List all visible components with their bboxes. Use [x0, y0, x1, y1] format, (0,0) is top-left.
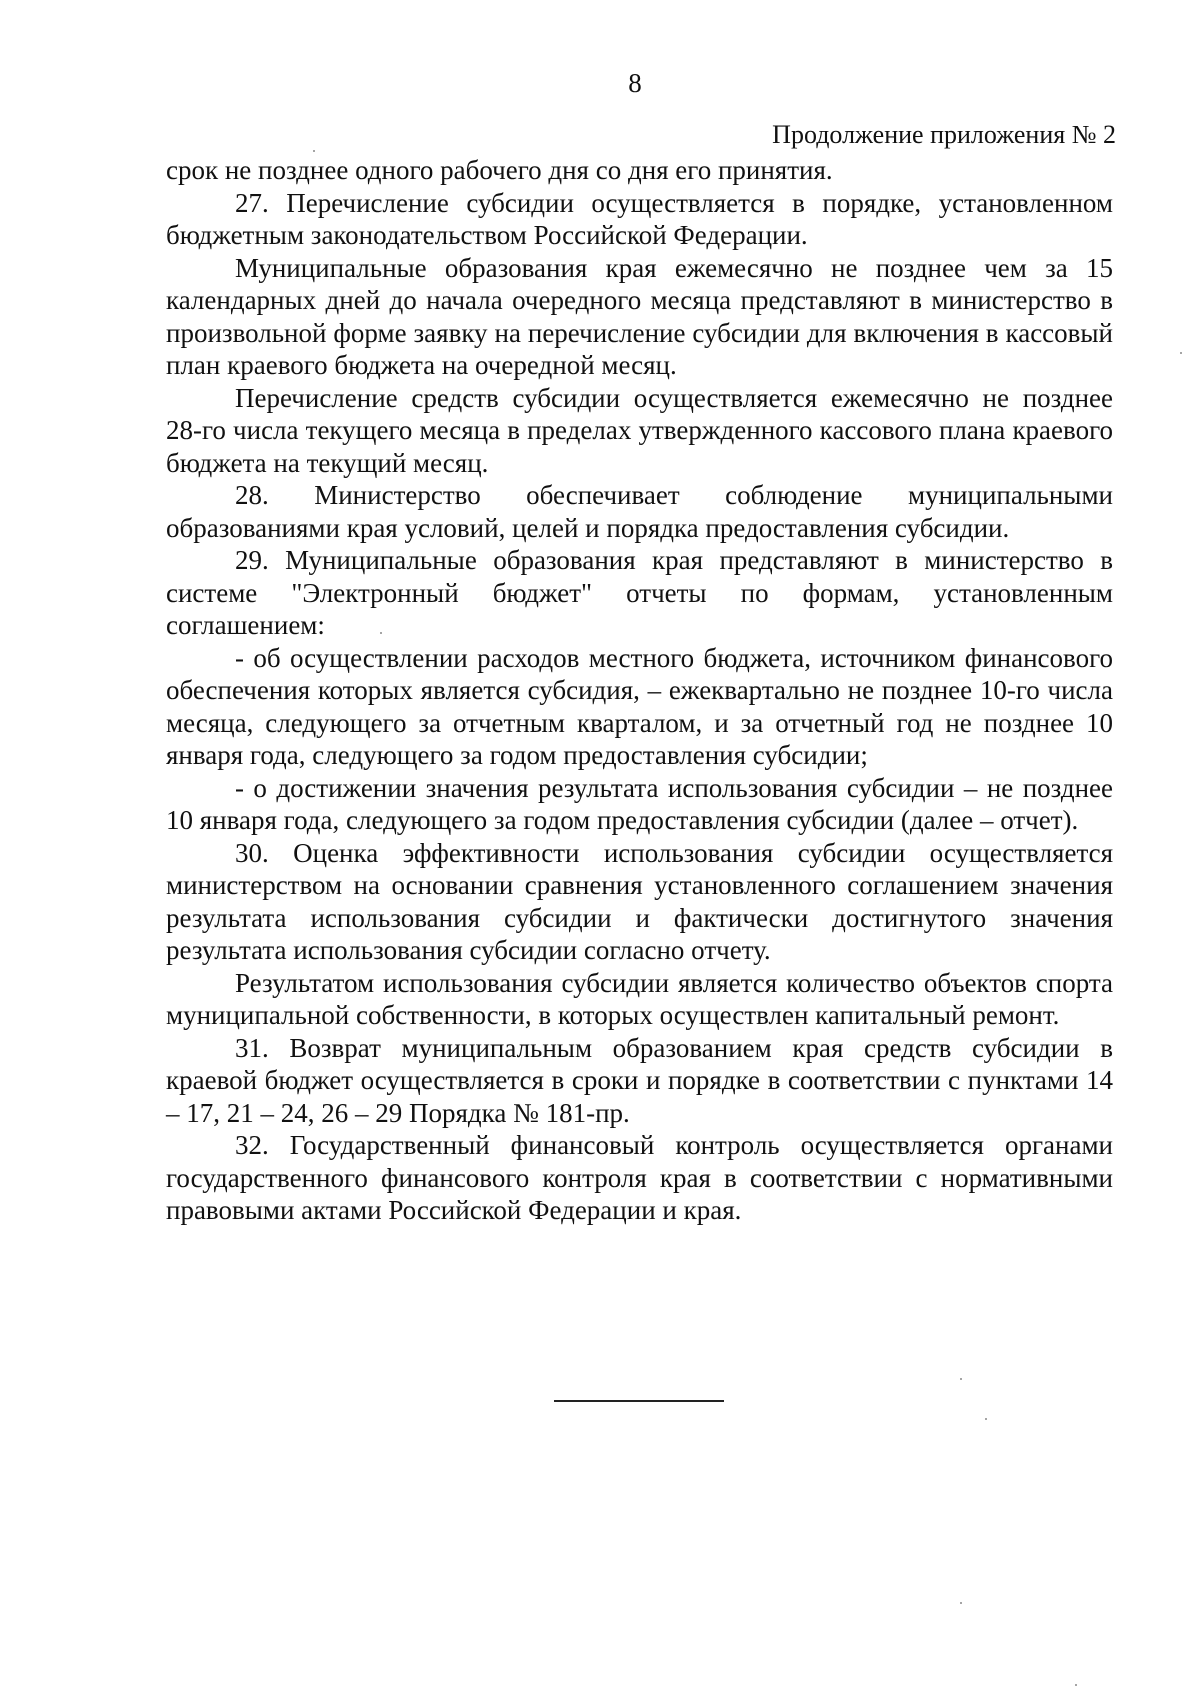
page-number: 8: [628, 68, 642, 98]
paragraph-item-28: 28. Министерство обеспечивает соблюдение муниципальными образованиями края условий, целей и порядка предоставления субсидии.: [166, 480, 1113, 543]
paragraph-result-report: - о достижении значения результата использования субсидии – не позднее 10 января года, следующего за годом предоставления субсидии (далее – отчет).: [166, 772, 1113, 835]
paragraph-result-definition: Результатом использования субсидии является количество объектов спорта муниципальной собственности, в которых осуществлен капитальный ремонт.: [166, 967, 1113, 1030]
document-body: [166, 154, 1113, 1227]
paragraph-item-30: 30. Оценка эффективности использования субсидии осуществляется министерством на основании сравнения установленного соглашением значения результата использования субсидии и фактически достигнутого значения результата использования субсидии согласно отчету.: [166, 837, 1113, 965]
end-of-document-rule: [554, 1400, 724, 1402]
paragraph-item-27: 27. Перечисление субсидии осуществляется в порядке, установленном бюджетным законодательством Российской Федерации.: [166, 187, 1113, 250]
scan-speck: [1075, 1684, 1077, 1686]
appendix-continuation-note: Продолжение приложения № 2: [772, 120, 1116, 149]
scan-speck: [380, 632, 382, 634]
paragraph-item-32: 32. Государственный финансовый контроль осуществляется органами государственного финансового контроля края в соответствии с нормативными правовыми актами Российской Федерации и края.: [166, 1130, 1113, 1225]
paragraph-expenses-report: - об осуществлении расходов местного бюджета, источником финансового обеспечения которых является субсидия, – ежеквартально не позднее 10-го числа месяца, следующего за отчетным кварталом, и за отчетный год не позднее 10 января года, следующего за годом предоставления субсидии;: [166, 642, 1113, 770]
scan-speck: [960, 1602, 962, 1604]
scan-speck: [960, 1378, 962, 1380]
paragraph-monthly-request: Муниципальные образования края ежемесячно не позднее чем за 15 календарных дней до начала очередного месяца представляют в министерство в произвольной форме заявку на перечисление субсидии для включения в кассовый план краевого бюджета на очередной месяц.: [166, 252, 1113, 380]
paragraph-continuation: срок не позднее одного рабочего дня со дня его принятия.: [166, 155, 833, 185]
paragraph-transfer-deadline: Перечисление средств субсидии осуществляется ежемесячно не позднее 28-го числа текущего месяца в пределах утвержденного кассового плана краевого бюджета на текущий месяц.: [166, 382, 1113, 478]
scan-speck: [985, 1418, 987, 1420]
scan-speck: [1180, 352, 1182, 354]
scan-speck: [313, 150, 315, 152]
paragraph-item-31: 31. Возврат муниципальным образованием края средств субсидии в краевой бюджет осуществляется в сроки и порядке в соответствии с пунктами 14 – 17, 21 – 24, 26 – 29 Порядка № 181-пр.: [166, 1032, 1113, 1128]
paragraph-item-29: 29. Муниципальные образования края представляют в министерство в системе "Электронный бюджет" отчеты по формам, установленным соглашением:: [166, 545, 1113, 640]
